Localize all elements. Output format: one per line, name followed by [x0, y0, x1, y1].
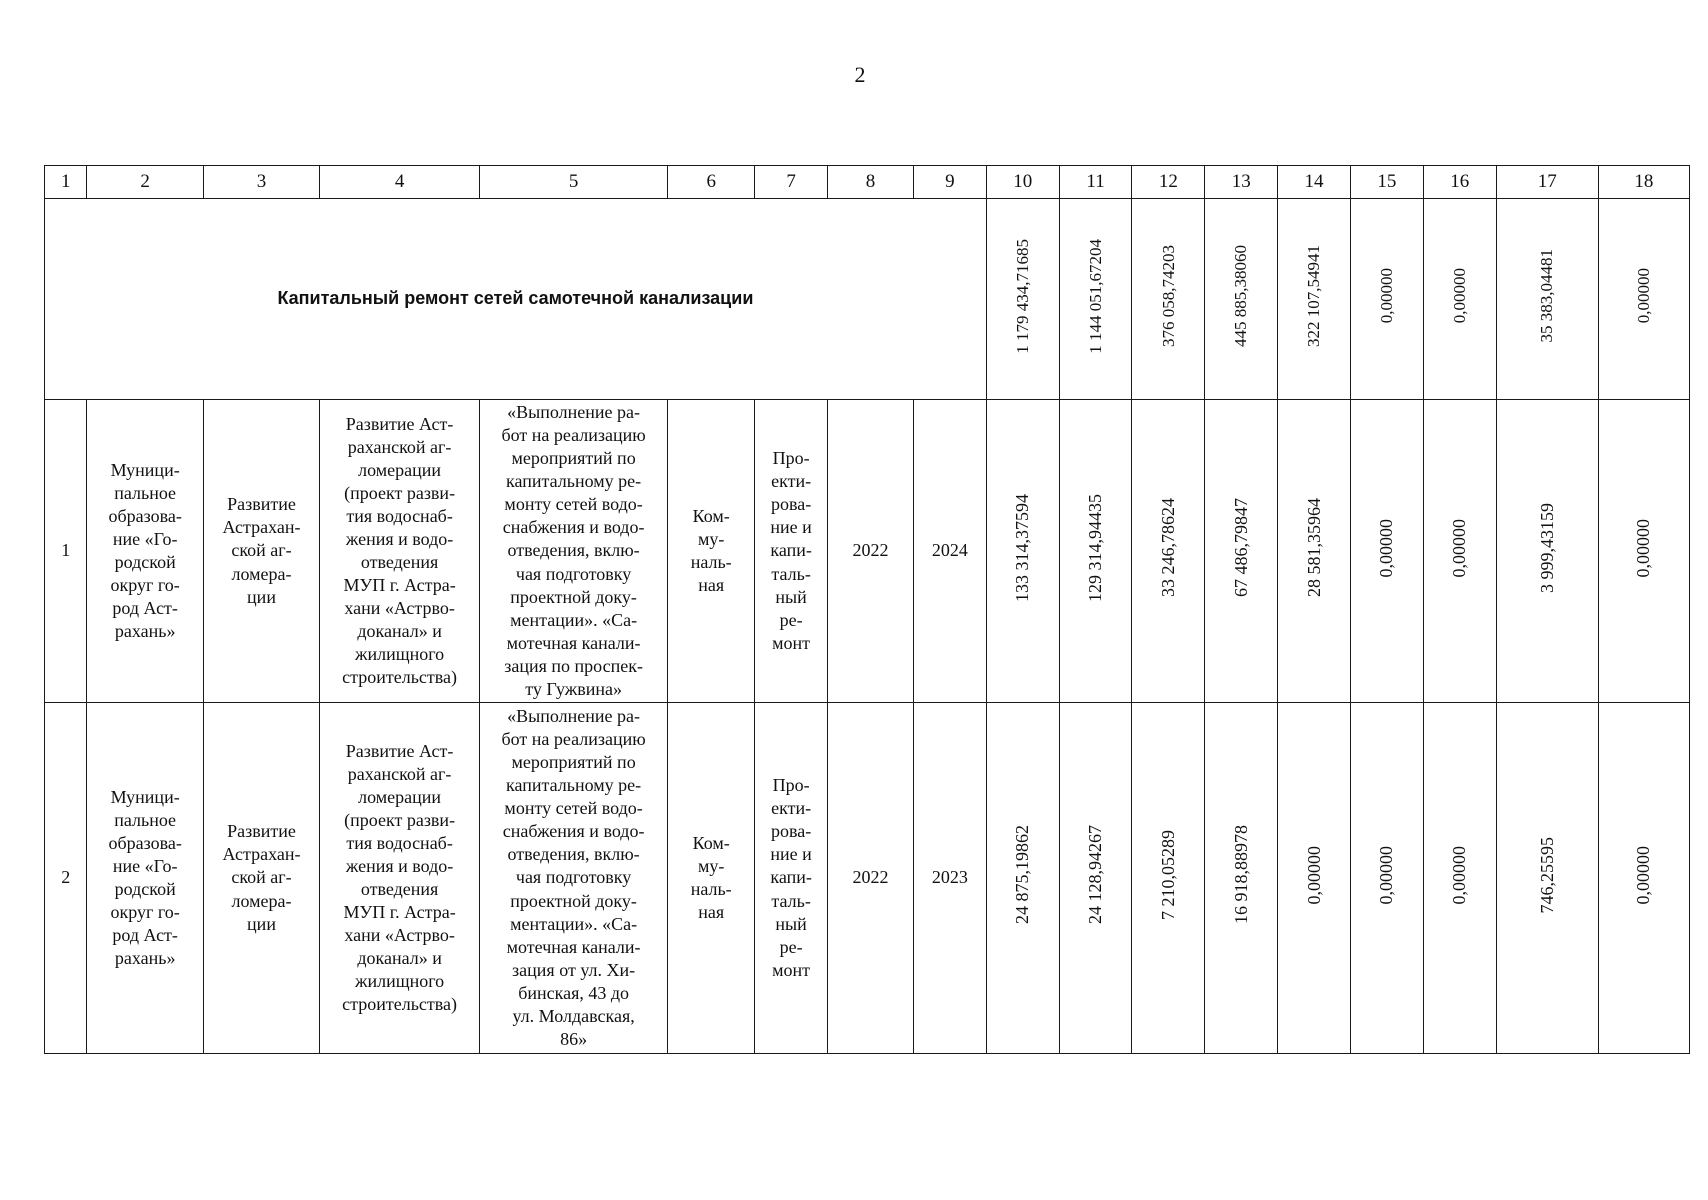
ownership-text: Ком- му- наль- ная — [690, 505, 732, 596]
value-text: 3 999,43159 — [1536, 502, 1557, 593]
section-total-value: 35 383,04481 — [1537, 249, 1557, 343]
value-text: 0,00000 — [1376, 518, 1397, 578]
page-number: 2 — [854, 62, 866, 87]
program-text: Развитие Астрахан- ской аг- ломера- ции — [222, 821, 301, 934]
value-cell — [1350, 703, 1423, 1054]
project-text: Развитие Аст- раханской аг- ломерации (проект разви- тия водоснаб- жения и водо- отведения МУП г. Астра- хани «Астрво- доканал» и жилищного строительства) — [342, 740, 458, 1015]
section-total-cell — [1423, 199, 1496, 400]
value-text: 0,00000 — [1376, 845, 1397, 905]
value-text: 24 128,94267 — [1085, 825, 1106, 925]
value-text: 24 875,19862 — [1012, 825, 1033, 925]
column-number: 11 — [1059, 166, 1132, 199]
work-type-text: Про- екти- рова- ние и капи- таль- ный ре- монт — [770, 448, 812, 653]
work-type-cell — [755, 703, 828, 1054]
object-cell — [480, 400, 668, 703]
value-cell — [1423, 703, 1496, 1054]
value-text: 0,00000 — [1449, 518, 1470, 578]
municipality-cell — [87, 703, 203, 1054]
section-total-value: 0,00000 — [1634, 268, 1654, 324]
section-total-cell — [1059, 199, 1132, 400]
start-year: 2022 — [828, 400, 914, 703]
value-cell — [1598, 400, 1689, 703]
value-text: 33 246,78624 — [1157, 498, 1178, 598]
value-text: 746,25595 — [1536, 836, 1557, 914]
column-number: 18 — [1598, 166, 1689, 199]
section-total-cell — [1496, 199, 1598, 400]
program-text: Развитие Астрахан- ской аг- ломера- ции — [222, 494, 301, 607]
section-total-cell — [1132, 199, 1205, 400]
work-type-cell — [755, 400, 828, 703]
value-cell — [1598, 703, 1689, 1054]
section-total-value: 0,00000 — [1377, 268, 1396, 324]
work-type-text: Про- екти- рова- ние и капи- таль- ный ре- монт — [770, 775, 812, 980]
value-cell — [986, 400, 1059, 703]
column-number: 17 — [1496, 166, 1598, 199]
section-total-value: 1 144 051,67204 — [1085, 238, 1105, 354]
value-cell — [1278, 703, 1351, 1054]
program-cell — [203, 703, 319, 1054]
value-text: 0,00000 — [1303, 845, 1324, 905]
value-cell — [1059, 703, 1132, 1054]
column-number: 13 — [1205, 166, 1278, 199]
column-number: 14 — [1278, 166, 1351, 199]
project-text: Развитие Аст- раханской аг- ломерации (проект разви- тия водоснаб- жения и водо- отведения МУП г. Астра- хани «Астрво- доканал» и жилищного строительства) — [342, 413, 458, 688]
ownership-cell — [668, 703, 755, 1054]
project-cell — [320, 400, 480, 703]
value-cell — [1132, 400, 1205, 703]
object-cell — [480, 703, 668, 1054]
value-cell — [1496, 703, 1598, 1054]
ownership-text: Ком- му- наль- ная — [690, 832, 732, 923]
section-total-cell — [1205, 199, 1278, 400]
column-number: 7 — [755, 166, 828, 199]
column-number: 15 — [1350, 166, 1423, 199]
section-row — [45, 199, 1690, 400]
value-text: 0,00000 — [1633, 845, 1654, 905]
section-total-value: 376 058,74203 — [1158, 244, 1178, 347]
column-number: 3 — [203, 166, 319, 199]
column-number: 9 — [914, 166, 987, 199]
section-total-value: 322 107,54941 — [1304, 244, 1324, 347]
value-text: 0,00000 — [1633, 518, 1654, 578]
value-text: 28 581,35964 — [1303, 498, 1324, 598]
value-cell — [1278, 400, 1351, 703]
section-total-value: 445 885,38060 — [1231, 244, 1251, 347]
end-year: 2023 — [914, 703, 987, 1054]
column-number: 16 — [1423, 166, 1496, 199]
section-title: Капитальный ремонт сетей самотечной канализации — [45, 199, 987, 400]
value-text: 133 314,37594 — [1012, 493, 1033, 602]
value-cell — [1205, 703, 1278, 1054]
value-cell — [1423, 400, 1496, 703]
value-cell — [1059, 400, 1132, 703]
column-number: 2 — [87, 166, 203, 199]
column-number: 5 — [480, 166, 668, 199]
value-cell — [986, 703, 1059, 1054]
municipality-text: Муници- пальное образова- ние «Го- родской округ го- род Аст- рахань» — [108, 786, 182, 969]
value-text: 16 918,88978 — [1230, 825, 1251, 925]
municipality-text: Муници- пальное образова- ние «Го- родской округ го- род Аст- рахань» — [108, 459, 182, 642]
value-cell — [1205, 400, 1278, 703]
value-text: 129 314,94435 — [1085, 493, 1106, 602]
ownership-cell — [668, 400, 755, 703]
table-row — [45, 400, 1690, 703]
section-total-cell — [1278, 199, 1351, 400]
project-cell — [320, 703, 480, 1054]
table-row — [45, 703, 1690, 1054]
program-cell — [203, 400, 319, 703]
value-text: 7 210,05289 — [1157, 829, 1178, 920]
row-number: 2 — [45, 703, 87, 1054]
program-table — [44, 165, 1690, 1054]
column-number: 6 — [668, 166, 755, 199]
column-number: 8 — [828, 166, 914, 199]
column-number: 12 — [1132, 166, 1205, 199]
value-cell — [1496, 400, 1598, 703]
row-number: 1 — [45, 400, 87, 703]
object-text: «Выполнение ра- бот на реализацию мероприятий по капитальному ре- монту сетей водо- снабжения и водо- отведения, вклю- чая подготовку проектной доку- ментации». «Са- мотечная канали- зация по проспек- ту Гужвина» — [501, 402, 646, 699]
section-total-value: 1 179 434,71685 — [1012, 238, 1032, 354]
section-total-value: 0,00000 — [1449, 268, 1469, 324]
column-number: 4 — [320, 166, 480, 199]
column-number-row — [45, 166, 1690, 199]
start-year: 2022 — [828, 703, 914, 1054]
section-total-cell — [1598, 199, 1689, 400]
object-text: «Выполнение ра- бот на реализацию мероприятий по капитальному ре- монту сетей водо- снабжения и водо- отведения, вклю- чая подготовку проектной доку- ментации». «Са- мотечная канали- зация от ул. Хи- бинская, 43 до ул. Молдавская, 86» — [501, 706, 646, 1049]
end-year: 2024 — [914, 400, 987, 703]
value-cell — [1132, 703, 1205, 1054]
section-total-cell — [1350, 199, 1423, 400]
value-cell — [1350, 400, 1423, 703]
section-total-cell — [986, 199, 1059, 400]
column-number: 10 — [986, 166, 1059, 199]
value-text: 0,00000 — [1449, 845, 1470, 905]
column-number: 1 — [45, 166, 87, 199]
municipality-cell — [87, 400, 203, 703]
value-text: 67 486,79847 — [1230, 498, 1251, 598]
